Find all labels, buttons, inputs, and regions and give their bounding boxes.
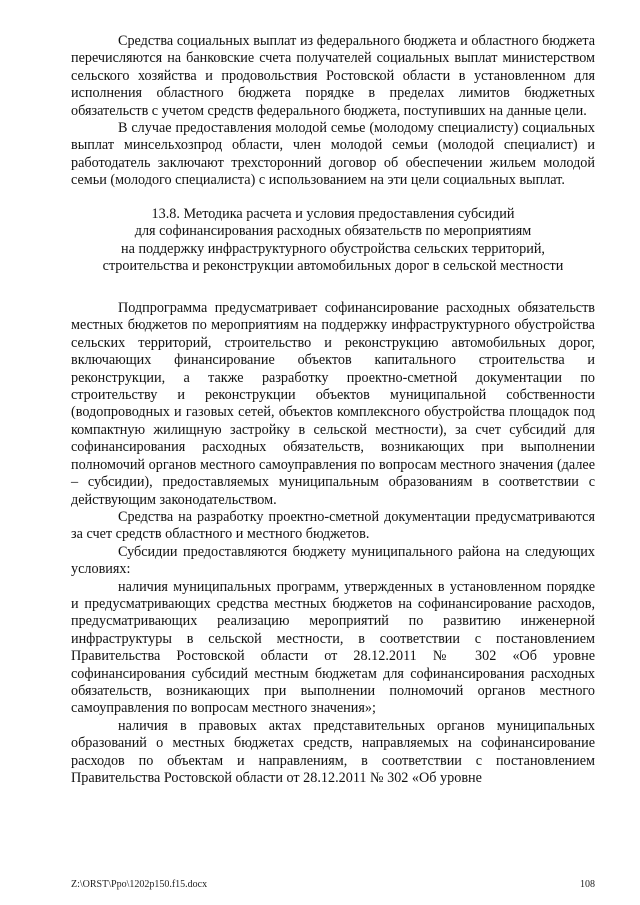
paragraph-funds-transfer: Средства социальных выплат из федерального бюджета и областного бюджета перечисляются на банковские счета получателей социальных выплат министерством сельского хозяйства и продовольствия Ростовской области в установленном для исполнения областного бюджета порядке в пределах лимитов бюджетных обязательств с учетом средств федерального бюджета, поступивших на данные цели. — [71, 33, 595, 119]
section-heading-line: на поддержку инфраструктурного обустройства сельских территорий, — [121, 240, 545, 257]
paragraph-subsidy-conditions: Субсидии предоставляются бюджету муниципального района на следующих условиях: — [71, 543, 595, 578]
section-heading — [71, 206, 595, 276]
paragraph-condition-legal-acts: наличия в правовых актах представительных органов муниципальных образований о местных бюджетах средств, направляемых на софинансирование расходов по объектам и направлениям, в соответствии с постановлением Правительства Ростовской области от 28.12.2011 № 302 «Об уровне — [71, 717, 595, 786]
section-heading-line: для софинансирования расходных обязательств по мероприятиям — [134, 223, 532, 240]
footer-file-path: Z:\ORST\Ppo\1202p150.f15.docx — [71, 879, 208, 890]
page-number: 108 — [580, 879, 595, 890]
paragraph-tripartite-agreement: В случае предоставления молодой семье (молодому специалисту) социальных выплат минсельхозпрод области, член молодой семьи (молодой специалист) и работодатель заключают трехсторонний договор об обеспечении жильем молодой семьи (молодого специалиста) с использованием на эти цели социальных выплат. — [71, 120, 595, 189]
paragraph-design-funds: Средства на разработку проектно-сметной документации предусматриваются за счет средств областного и местного бюджетов. — [71, 508, 595, 543]
paragraph-subprogram: Подпрограмма предусматривает софинансирование расходных обязательств местных бюджетов по мероприятиям на поддержку инфраструктурного обустройства сельских территорий, строительство и реконструкцию автомобильных дорог, включающих финансирование объектов капитального строительства и реконструкции, а также разработку проектно-сметной документации по строительству и реконструкции объектов муниципальной собственности (водопроводных и газовых сетей, объектов комплексного обустройства площадок под компактную жилищную застройку в сельской местности), за счет субсидий для софинансирования расходных обязательств, возникающих при выполнении полномочий органов местного самоуправления по вопросам местного значения (далее – субсидии), предоставляемых муниципальным образованиям в соответствии с действующим законодательством. — [71, 300, 595, 508]
paragraph-condition-programs: наличия муниципальных программ, утвержденных в установленном порядке и предусматривающих средства местных бюджетов на софинансирование расходов, предусматривающих реализацию мероприятий по развитию инженерной инфраструктуры в сельской местности, в соответствии с постановлением Правительства Ростовской области от 28.12.2011 № 302 «Об уровне софинансирования субсидий местным бюджетам для софинансирования расходных обязательств, возникающих при выполнении полномочий органов местного самоуправления по вопросам местного значения»; — [71, 578, 595, 717]
section-heading-line: строительства и реконструкции автомобильных дорог в сельской местности — [102, 258, 564, 275]
section-heading-line: 13.8. Методика расчета и условия предоставления субсидий — [151, 205, 515, 222]
page-content — [71, 33, 595, 787]
